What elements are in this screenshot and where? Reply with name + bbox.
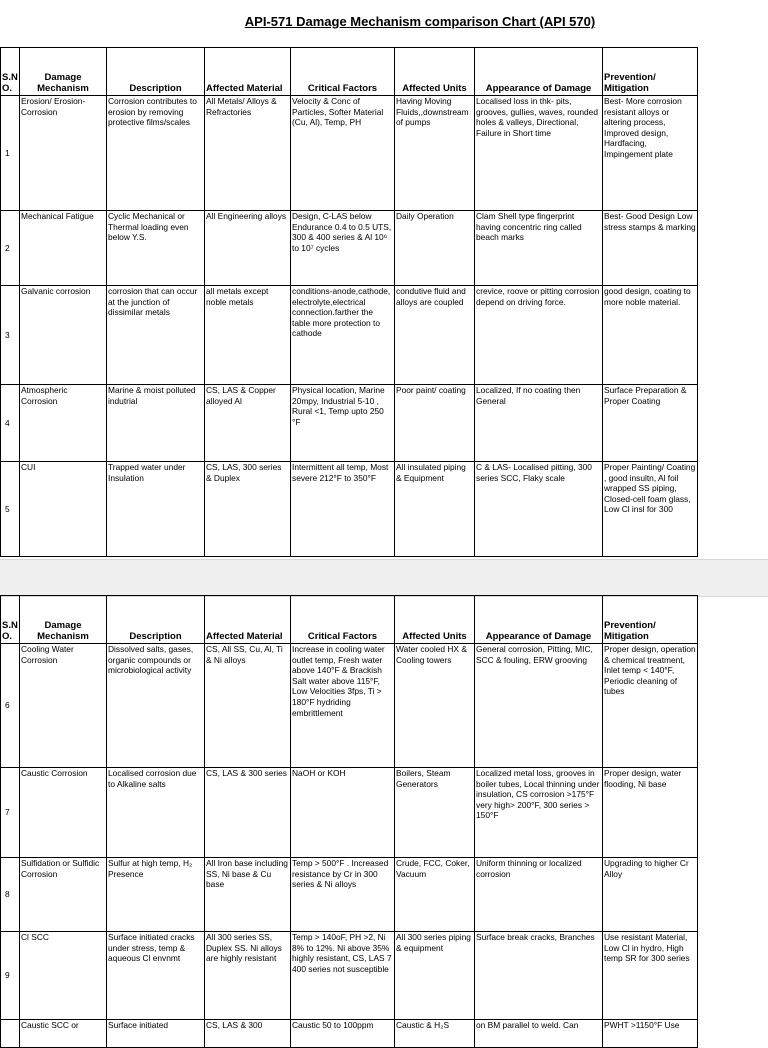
cell-description: Localised corrosion due to Alkaline salts — [107, 768, 205, 858]
cell-prevention-mitigation: Proper design, operation & chemical treatment, Inlet temp < 140°F, Periodic cleaning of tubes — [603, 644, 698, 768]
cell-appearance-of-damage: C & LAS- Localised pitting, 300 series SCC, Flaky scale — [475, 462, 603, 557]
cell-description: Corrosion contributes to erosion by removing protective films/scales — [107, 96, 205, 211]
cell-prevention-mitigation: Surface Preparation & Proper Coating — [603, 385, 698, 462]
page-break — [0, 559, 768, 597]
header-appearance-of-damage: Appearance of Damage — [475, 48, 603, 96]
header-damage-mechanism: Damage Mechanism — [20, 596, 107, 644]
cell-description: Dissolved salts, gases, organic compounds or microbiological activity — [107, 644, 205, 768]
cell-prevention-mitigation: Proper design, water flooding, Ni base — [603, 768, 698, 858]
table-row — [1, 462, 698, 557]
cell-appearance-of-damage: Clam Shell type fingerprint having concentric ring called beach marks — [475, 211, 603, 286]
cell-critical-factors: conditions-anode,cathode, electrolyte,electrical connection.farther the table more protection to cathode — [291, 286, 395, 385]
table-header-row — [1, 48, 698, 96]
cell-sno: 1 — [1, 96, 20, 211]
cell-appearance-of-damage: on BM parallel to weld. Can — [475, 1020, 603, 1048]
header-description: Description — [107, 48, 205, 96]
cell-affected-material: CS, LAS, 300 series & Duplex — [205, 462, 291, 557]
table-row — [1, 286, 698, 385]
cell-damage-mechanism: Cooling Water Corrosion — [20, 644, 107, 768]
cell-description: Trapped water under Insulation — [107, 462, 205, 557]
table-row — [1, 768, 698, 858]
cell-prevention-mitigation: Proper Painting/ Coating , good insultn, Al foil wrapped SS piping, Closed-cell foam glass, Low Cl insl for 300 — [603, 462, 698, 557]
cell-prevention-mitigation: Use resistant Material, Low Cl in hydro, High temp SR for 300 series — [603, 932, 698, 1020]
cell-critical-factors: NaOH or KOH — [291, 768, 395, 858]
header-sno: S.N O. — [1, 48, 20, 96]
cell-affected-material: all metals except noble metals — [205, 286, 291, 385]
header-prevention-mitigation: Prevention/ Mitigation — [603, 48, 698, 96]
cell-appearance-of-damage: Surface break cracks, Branches — [475, 932, 603, 1020]
cell-appearance-of-damage: Localised loss in thk- pits, grooves, gullies, waves, rounded holes & valleys, Directional, Failure in Short time — [475, 96, 603, 211]
cell-affected-material: CS, LAS & Copper alloyed Al — [205, 385, 291, 462]
cell-prevention-mitigation: Best- Good Design Low stress stamps & marking — [603, 211, 698, 286]
cell-critical-factors: Physical location, Marine 20mpy, Industrial 5-10 , Rural <1, Temp upto 250 °F — [291, 385, 395, 462]
cell-affected-units: condutive fluid and alloys are coupled — [395, 286, 475, 385]
cell-sno: 9 — [1, 932, 20, 1020]
header-damage-mechanism: Damage Mechanism — [20, 48, 107, 96]
header-appearance-of-damage: Appearance of Damage — [475, 596, 603, 644]
cell-damage-mechanism: Caustic Corrosion — [20, 768, 107, 858]
header-prevention-mitigation: Prevention/ Mitigation — [603, 596, 698, 644]
cell-affected-units: Water cooled HX & Cooling towers — [395, 644, 475, 768]
header-affected-units: Affected Units — [395, 48, 475, 96]
cell-appearance-of-damage: Uniform thinning or localized corrosion — [475, 858, 603, 932]
cell-sno: 8 — [1, 858, 20, 932]
cell-sno: 6 — [1, 644, 20, 768]
table-row — [1, 96, 698, 211]
cell-description: Marine & moist polluted indutrial — [107, 385, 205, 462]
cell-affected-units: Having Moving Fluids,,downstream of pumps — [395, 96, 475, 211]
cell-critical-factors: Design, C-LAS below Endurance 0.4 to 0.5 UTS, 300 & 400 series & Al 10⁶ to 10⁷ cycles — [291, 211, 395, 286]
cell-prevention-mitigation: Best- More corrosion resistant alloys or altering process, Improved design, Hardfacing, Impingement plate — [603, 96, 698, 211]
cell-affected-units: Daily Operation — [395, 211, 475, 286]
cell-description: Cyclic Mechanical or Thermal loading even below Y.S. — [107, 211, 205, 286]
header-critical-factors: Critical Factors — [291, 596, 395, 644]
cell-damage-mechanism: CUI — [20, 462, 107, 557]
cell-critical-factors: Caustic 50 to 100ppm — [291, 1020, 395, 1048]
header-sno: S.N O. — [1, 596, 20, 644]
cell-sno: 3 — [1, 286, 20, 385]
table-row — [1, 211, 698, 286]
cell-prevention-mitigation: Upgrading to higher Cr Alloy — [603, 858, 698, 932]
cell-description: Surface initiated cracks under stress, temp & aqueous Cl envnmt — [107, 932, 205, 1020]
cell-damage-mechanism: Galvanic corrosion — [20, 286, 107, 385]
cell-damage-mechanism: Mechanical Fatigue — [20, 211, 107, 286]
cell-affected-material: CS, LAS & 300 — [205, 1020, 291, 1048]
cell-sno: 2 — [1, 211, 20, 286]
cell-damage-mechanism: Erosion/ Erosion-Corrosion — [20, 96, 107, 211]
cell-description: Surface initiated — [107, 1020, 205, 1048]
header-affected-units: Affected Units — [395, 596, 475, 644]
cell-damage-mechanism: Atmospheric Corrosion — [20, 385, 107, 462]
cell-affected-material: CS, All SS, Cu, Al, Ti & Ni alloys — [205, 644, 291, 768]
cell-affected-material: All Iron base including SS, Ni base & Cu base — [205, 858, 291, 932]
table-row — [1, 932, 698, 1020]
page-title: API-571 Damage Mechanism comparison Chart (API 570) — [244, 14, 596, 29]
cell-affected-material: All 300 series SS, Duplex SS. Ni alloys are highly resistant — [205, 932, 291, 1020]
damage-mechanism-table-1 — [0, 47, 698, 557]
cell-critical-factors: Temp > 140oF, PH >2, Ni 8% to 12%. Ni above 35% highly resistant, CS, LAS 7 400 series not susceptible — [291, 932, 395, 1020]
cell-damage-mechanism: Caustic SCC or — [20, 1020, 107, 1048]
cell-affected-units: All insulated piping & Equipment — [395, 462, 475, 557]
table-row — [1, 385, 698, 462]
cell-affected-units: Crude, FCC, Coker, Vacuum — [395, 858, 475, 932]
cell-critical-factors: Intermittent all temp, Most severe 212°F to 350°F — [291, 462, 395, 557]
table-header-row — [1, 596, 698, 644]
cell-appearance-of-damage: General corrosion, Pitting, MIC, SCC & fouling, ERW grooving — [475, 644, 603, 768]
cell-appearance-of-damage: Localized, If no coating then General — [475, 385, 603, 462]
cell-critical-factors: Increase in cooling water outlet temp, Fresh water above 140°F & Brackish Salt water above 115°F, Low Velocities 3fps, Ti > 180°F hydriding embrittlement — [291, 644, 395, 768]
cell-description: corrosion that can occur at the junction of dissimilar metals — [107, 286, 205, 385]
cell-sno: 5 — [1, 462, 20, 557]
cell-damage-mechanism: Cl SCC — [20, 932, 107, 1020]
header-affected-material: Affected Material — [205, 48, 291, 96]
cell-sno: 7 — [1, 768, 20, 858]
cell-critical-factors: Temp > 500°F . Increased resistance by Cr in 300 series & Ni alloys — [291, 858, 395, 932]
cell-affected-units: Caustic & H₂S — [395, 1020, 475, 1048]
cell-affected-units: Boilers, Steam Generators — [395, 768, 475, 858]
cell-affected-units: Poor paint/ coating — [395, 385, 475, 462]
damage-mechanism-table-2 — [0, 595, 698, 1048]
header-description: Description — [107, 596, 205, 644]
cell-description: Sulfur at high temp, H₂ Presence — [107, 858, 205, 932]
header-critical-factors: Critical Factors — [291, 48, 395, 96]
cell-prevention-mitigation: PWHT >1150°F Use — [603, 1020, 698, 1048]
header-affected-material: Affected Material — [205, 596, 291, 644]
cell-appearance-of-damage: crevice, roove or pitting corrosion depend on driving force. — [475, 286, 603, 385]
cell-damage-mechanism: Sulfidation or Sulfidic Corrosion — [20, 858, 107, 932]
cell-appearance-of-damage: Localized metal loss, grooves in boiler tubes, Local thinning under insulation, CS corrosion >175°F very high> 200°F, 300 series > 150°F — [475, 768, 603, 858]
cell-sno: 4 — [1, 385, 20, 462]
cell-critical-factors: Velocity & Conc of Particles, Softer Material (Cu, Al), Temp, PH — [291, 96, 395, 211]
table-row — [1, 644, 698, 768]
table-row — [1, 858, 698, 932]
cell-prevention-mitigation: good design, coating to more noble material. — [603, 286, 698, 385]
cell-affected-material: All Metals/ Alloys & Refractories — [205, 96, 291, 211]
cell-affected-units: All 300 series piping & equipment — [395, 932, 475, 1020]
cell-affected-material: All Engineering alloys — [205, 211, 291, 286]
cell-affected-material: CS, LAS & 300 series — [205, 768, 291, 858]
